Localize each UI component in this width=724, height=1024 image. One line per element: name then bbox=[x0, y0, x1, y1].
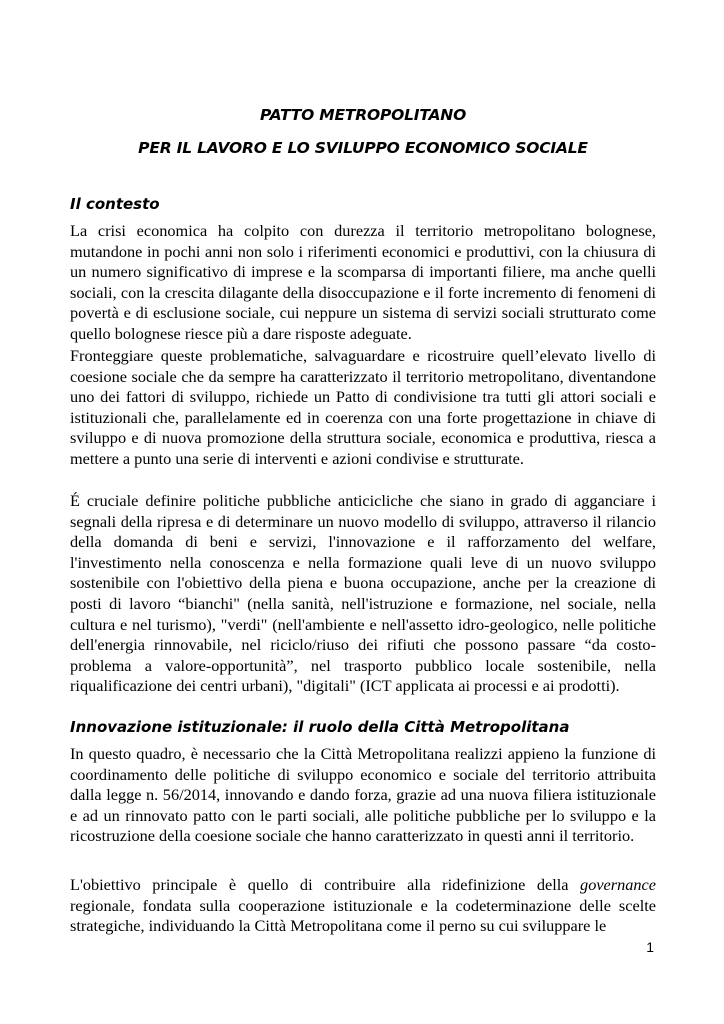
paragraph: In questo quadro, è necessario che la Città Metropolitana realizzi appieno la funzione di coordinamento delle politiche di sviluppo economico e sociale del territorio attribuita dalla legge n. 56/2014, innovando e dando forza, grazie ad una nuova filiera istituzionale e ad un rinnovato patto con le parti sociali, alle politiche pubbliche per lo sviluppo e la ricostruzione della coesione sociale che hanno caratterizzato in questi anni il territorio. bbox=[70, 744, 656, 846]
page-number: 1 bbox=[646, 939, 654, 955]
paragraph: É cruciale definire politiche pubbliche anticicliche che siano in grado di agganciare i segnali della ripresa e di determinare un nuovo modello di sviluppo, attraverso il rilancio della domanda di beni e servizi, l'innovazione e il rafforzamento del welfare, l'investimento nella conoscenza e nella formazione quali leve di un nuovo sviluppo sostenibile con l'obiettivo della piena e buona occupazione, anche per la creazione di posti di lavoro “bianchi" (nella sanità, nell'istruzione e formazione, nel sociale, nella cultura e nel turismo), "verdi" (nell'ambiente e nell'assetto idro-geologico, nelle politiche dell'energia rinnovabile, nel riciclo/riuso dei rifiuti che possono passare “da costo-problema a valore-opportunità”, nel trasporto pubblico locale sostenibile, nella riqualificazione dei centri urbani), "digitali" (ICT applicata ai processi e ai prodotti). bbox=[70, 491, 656, 696]
paragraph-text: regionale, fondata sulla cooperazione istituzionale e la codeterminazione delle scelte strategiche, individuando la Città Metropolitana come il perno su cui sviluppare le bbox=[70, 895, 656, 936]
paragraph-text: L'obiettivo principale è quello di contribuire alla ridefinizione della bbox=[70, 875, 581, 894]
paragraph bbox=[70, 875, 656, 937]
paragraph: La crisi economica ha colpito con durezza il territorio metropolitano bolognese, mutandone in pochi anni non solo i riferimenti economici e produttivi, con la chiusura di un numero significativo di imprese e la scomparsa di importanti filiere, ma anche quelli sociali, con la crescita dilagante della disoccupazione e il forte incremento di fenomeni di povertà e di esclusione sociale, cui neppure un sistema di servizi sociali strutturato come quello bolognese riesce più a dare risposte adeguate. bbox=[70, 221, 656, 343]
document-title-line-1: PATTO METROPOLITANO bbox=[259, 106, 467, 124]
document-title-line-2: PER IL LAVORO E LO SVILUPPO ECONOMICO SOCIALE bbox=[138, 139, 588, 157]
section-heading-contesto: Il contesto bbox=[70, 195, 160, 213]
emphasis-governance: governance bbox=[580, 875, 656, 894]
paragraph: Fronteggiare queste problematiche, salvaguardare e ricostruire quell’elevato livello di coesione sociale che da sempre ha caratterizzato il territorio metropolitano, diventandone uno dei fattori di sviluppo, richiede un Patto di condivisione tra tutti gli attori sociali e istituzionali che, parallelamente ed in coerenza con una forte progettazione in chiave di sviluppo e di nuova promozione della struttura sociale, economica e produttiva, riesca a mettere a punto una serie di interventi e azioni condivise e strutturate. bbox=[70, 346, 656, 468]
section-heading-innovazione: Innovazione istituzionale: il ruolo della Città Metropolitana bbox=[70, 718, 570, 736]
